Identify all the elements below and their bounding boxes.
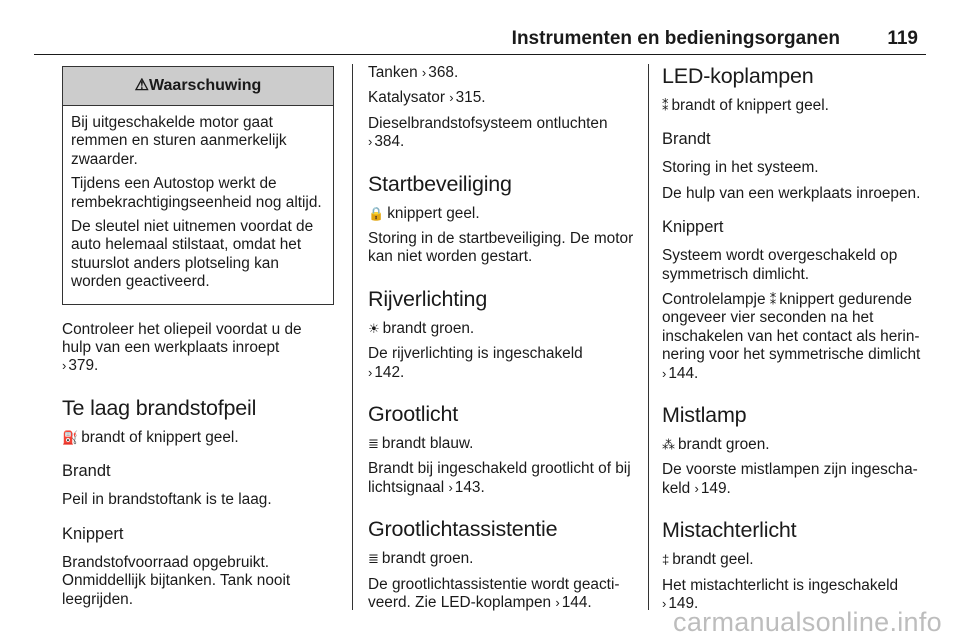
ref-tanken <box>368 64 634 82</box>
immobiliser-status-text: knippert geel. <box>387 204 480 222</box>
side-light-desc: De rijverlichting is ingeschakeld <box>368 345 583 363</box>
header-rule <box>34 54 926 55</box>
ref-diesel <box>368 115 634 152</box>
arrow-icon: › <box>555 595 560 611</box>
rear-fog-heading: Mistachterlicht <box>662 518 797 543</box>
high-beam-desc: Brandt bij ingeschakeld grootlicht of bij lichtsignaal <box>368 460 631 496</box>
fuel-knippert-heading: Knippert <box>62 524 124 543</box>
side-light-text <box>368 345 634 382</box>
immobiliser-heading: Startbeveiliging <box>368 171 512 196</box>
beam-assist-status-text: brandt groen. <box>381 550 474 568</box>
fuel-heading: Te laag brandstofpeil <box>62 395 257 420</box>
watermark: carmanualsonline.info <box>673 607 942 637</box>
warning-paragraph: De sleutel niet uitnemen voordat de auto helemaal stilstaat, omdat het stuurslot anders plotseling kan worden geactiveerd. <box>71 218 314 291</box>
fuel-status-text: brandt of knippert geel. <box>81 428 239 446</box>
oil-paragraph <box>62 321 334 376</box>
warning-header <box>63 67 333 106</box>
arrow-icon: › <box>449 90 454 106</box>
oil-text: Controleer het oliepeil voordat u de hulp van een werkplaats inroept <box>62 320 302 357</box>
page-reference: 315. <box>455 89 486 107</box>
column-divider <box>648 64 649 610</box>
fuel-knippert-text: Brandstofvoorraad opgebruikt. Onmiddellijk bijtanken. Tank nooit leegrijden. <box>62 553 291 608</box>
page-reference: 143. <box>454 478 485 496</box>
high-beam-icon: ≣ <box>368 436 379 452</box>
led-status-text: brandt of knippert geel. <box>671 97 829 114</box>
fuel-brandt-text: Peil in brandstoftank is te laag. <box>62 491 272 509</box>
page-reference: 368. <box>428 64 459 81</box>
rear-fog-icon: ‡ <box>662 552 670 568</box>
warning-box <box>62 66 334 305</box>
led-brandt-p2: De hulp van een werkplaats inroepen. <box>662 184 921 202</box>
fuel-status <box>62 429 334 447</box>
arrow-icon: › <box>421 65 427 80</box>
led-knippert-p1: Systeem wordt overgeschakeld op symmetrisch dimlicht. <box>662 247 898 283</box>
beam-assist-desc: De grootlichtassistentie wordt geactiveerd. Zie LED-koplampen <box>368 575 620 612</box>
immobiliser-text: Storing in de startbeveiliging. De motor kan niet worden gestart. <box>368 230 634 266</box>
fog-light-icon: ⁂ <box>662 437 675 453</box>
arrow-icon: › <box>368 134 373 150</box>
beam-assist-icon: ≣ <box>368 551 379 567</box>
warning-paragraph: Tijdens een Autostop werkt de rembekrachtigingseenheid nog altijd. <box>71 175 322 211</box>
ref-text: Katalysator <box>368 89 445 107</box>
page-number: 119 <box>887 28 918 49</box>
arrow-icon: › <box>662 365 667 381</box>
page-reference: 149. <box>700 479 731 497</box>
high-beam-heading: Grootlicht <box>368 402 459 427</box>
page-reference: 142. <box>374 363 405 381</box>
side-light-status-text: brandt groen. <box>382 319 475 337</box>
lock-icon: 🔒 <box>368 205 385 221</box>
column-2 <box>368 64 634 620</box>
led-icon: ⁑ <box>769 292 777 308</box>
ref-katalysator <box>368 89 634 107</box>
beam-assist-status <box>368 550 634 568</box>
fog-heading: Mistlamp <box>662 403 747 428</box>
page-reference: 144. <box>668 364 699 382</box>
warning-paragraph: Bij uitgeschakelde motor gaat remmen en sturen aanmerkelijk zwaarder. <box>71 114 287 168</box>
rear-fog-status-text: brandt geel. <box>672 551 754 569</box>
fuel-icon: ⛽ <box>62 429 79 445</box>
arrow-icon: › <box>62 358 67 374</box>
ref-text: Dieselbrandstofsysteem ontluchten <box>368 114 608 132</box>
led-heading: LED-koplampen <box>662 64 814 88</box>
rear-fog-desc: Het mistachterlicht is ingeschakeld <box>662 576 899 594</box>
rear-fog-status <box>662 551 930 569</box>
led-brandt-p1: Storing in het systeem. <box>662 159 819 177</box>
high-beam-status-text: brandt blauw. <box>381 435 474 453</box>
page-header <box>34 24 926 52</box>
led-knippert-p2 <box>662 291 930 383</box>
immobiliser-status <box>368 205 634 223</box>
led-knippert-heading: Knippert <box>662 218 724 237</box>
fog-text <box>662 461 930 498</box>
beam-assist-text <box>368 576 634 613</box>
warning-body <box>63 106 333 304</box>
high-beam-status <box>368 435 634 453</box>
page-reference: 149. <box>668 595 699 613</box>
fuel-brandt-heading: Brandt <box>62 462 111 481</box>
ref-text: Tanken <box>368 64 418 81</box>
high-beam-text <box>368 460 634 497</box>
column-3 <box>662 64 930 621</box>
arrow-icon: › <box>694 480 699 496</box>
beam-assist-heading: Grootlichtassistentie <box>368 517 558 542</box>
side-light-heading: Rijverlichting <box>368 286 488 311</box>
side-light-icon: ☀ <box>368 320 380 336</box>
column-1 <box>62 64 334 616</box>
arrow-icon: › <box>368 364 373 380</box>
led-knippert-text-b: knippert gedurende ongeveer vier seconden na het inschakelen van het contact als herinnering voor het symmetrische dimlicht <box>662 291 921 364</box>
fog-status <box>662 436 930 454</box>
arrow-icon: › <box>662 596 667 612</box>
page-title: Instrumenten en bedieningsorganen <box>511 28 840 49</box>
side-light-status <box>368 320 634 338</box>
led-icon: ⁑ <box>662 98 669 113</box>
page-reference: 144. <box>561 594 592 612</box>
page-reference: 379. <box>68 357 99 375</box>
warning-title: Waarschuwing <box>149 77 262 94</box>
fog-status-text: brandt groen. <box>678 436 770 454</box>
warning-icon: ⚠ <box>134 77 150 94</box>
fog-desc: De voorste mistlampen zijn ingeschakeld <box>662 461 918 497</box>
arrow-icon: › <box>448 479 453 495</box>
column-divider <box>352 64 353 610</box>
led-brandt-heading: Brandt <box>662 130 711 149</box>
led-knippert-text-a: Controlelampje <box>662 291 766 309</box>
page-reference: 384. <box>374 133 405 151</box>
led-status <box>662 97 930 115</box>
